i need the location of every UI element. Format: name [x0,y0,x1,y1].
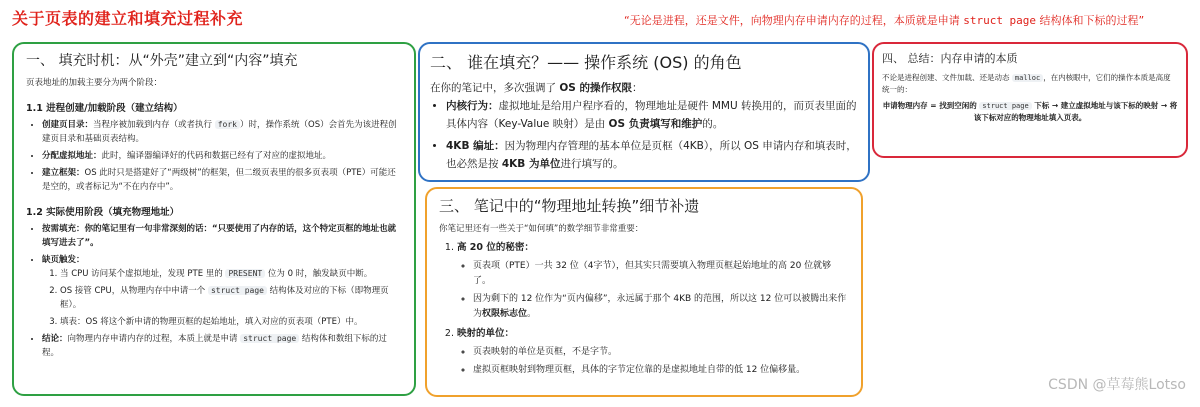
top-quote-after: 结构体和下标的过程” [1036,14,1145,27]
page-fault-steps [42,267,402,329]
list-item: • 4KB 编址：因为物理内存管理的基本单位是页框（4KB），所以 OS 申请内存和填表时，也必然是按 4KB 为单位进行填写的。 [446,137,858,173]
section3-heading: 三、 笔记中的“物理地址转换”细节补遗 [439,197,700,215]
section3-list [439,240,849,378]
point2-sublist [457,345,849,378]
list-item: • 按需填充：你的笔记里有一句非常深刻的话：“只要使用了内存的话，这个特定页框的地址也就填写进去了”。 [42,222,402,250]
list-item: • 建立框架：OS 此时只是搭建好了“两级树”的框架，但二级页表里的很多页表项（PTE）可能还是空的，或者标记为“不在内存中”。 [42,166,402,194]
section2-list [430,97,858,173]
watermark: CSDN @草莓熊Lotso [1048,377,1186,393]
list-item: ◦ 因为剩下的 12 位作为“页内偏移”，永远属于那个 4KB 的范围，所以这 12 位可以被腾出来作为权限标志位。 [473,292,849,322]
list-item: • 分配虚拟地址：此时，编译器编译好的代码和数据已经有了对应的虚拟地址。 [42,149,402,163]
code-snippet: struct page [979,102,1031,110]
top-quote-before: “无论是进程，还是文件，向物理内存申请内存的过程，本质就是申请 [624,14,964,27]
section2-heading: 二、 谁在填充？—— 操作系统 (OS) 的角色 [430,53,742,72]
list-item: 1. 高 20 位的秘密： ◦ 页表项（PTE）一共 32 位（4字节），但其实只需要填入物理页框起始地址的高 20 位就够了。 ◦ 因为剩下的 12 位作为“页内偏移”，永远属于那个 4KB 的范围，所以这 12 位可以被腾出来作为权限标志位。 [457,240,849,322]
list-item: • 创建页目录：当程序被加载到内存（或者执行 fork ）时，操作系统（OS）会首先为该进程创建页目录和基础页表结构。 [42,118,402,146]
section1-sub1-title: 1.1 进程创建/加载阶段（建立结构） [26,103,183,114]
point1-sublist [457,259,849,322]
code-snippet: fork [215,120,240,129]
list-item: • 缺页触发： 1. 当 CPU 访问某个虚拟地址，发现 PTE 里的 PRESENT 位为 0 时，触发缺页中断。 2. OS 接管 CPU，从物理内存中申请一个 struct page 结构体及对应的下标（即物理页框）。 3. 填表：OS 将这个新申请的物理页框的起始地址，填入对应的页表项（PTE）中。 [42,253,402,329]
code-snippet: PRESENT [225,269,265,278]
list-item: • 内核行为：虚拟地址是给用户程序看的，物理地址是硬件 MMU 转换用的，而页表里面的具体内容（Key-Value 映射）是由 OS 负责填写和维护的。 [446,97,858,133]
list-item: ◦ 页表映射的单位是页框，不是字节。 [473,345,849,360]
list-item: 3. 填表：OS 将这个新申请的物理页框的起始地址，填入对应的页表项（PTE）中。 [60,315,402,329]
section4-text: 不论是进程创建、文件加载、还是动态 malloc ，在内核眼中，它们的操作本质是高度统一的： [882,73,1171,94]
section4-heading: 四、 总结：内存申请的本质 [882,52,1018,65]
code-snippet: struct page [240,334,299,343]
list-item: 1. 当 CPU 访问某个虚拟地址，发现 PTE 里的 PRESENT 位为 0 时，触发缺页中断。 [60,267,402,281]
summary-formula: 申请物理内存 = 找到空闲的 struct page 下标 → 建立虚拟地址与该下标的映射 → 将该下标对应的物理地址填入页表。 [882,101,1178,122]
top-quote [624,12,1144,28]
list-item: ◦ 虚拟页框映射到物理页框，具体的字节定位靠的是虚拟地址自带的低 12 位偏移量。 [473,363,849,378]
list-item: 2. OS 接管 CPU，从物理内存中申请一个 struct page 结构体及对应的下标（即物理页框）。 [60,284,402,312]
section1-sub1-list [26,118,402,194]
page-title: 关于页表的建立和填充过程补充 [12,9,244,28]
section-address-details [425,187,863,397]
section-fill-timing [12,42,416,396]
list-item: 2. 映射的单位： ◦ 页表映射的单位是页框，不是字节。 ◦ 虚拟页框映射到物理页框，具体的字节定位靠的是虚拟地址自带的低 12 位偏移量。 [457,326,849,378]
code-snippet: struct page [208,286,267,295]
section3-intro: 你笔记里还有一些关于“如何填”的数学细节非常重要： [439,224,644,234]
section-who-fills [418,42,870,182]
section1-intro: 页表地址的加载主要分为两个阶段： [26,78,163,88]
section1-heading: 一、 填充时机：从“外壳”建立到“内容”填充 [26,53,298,69]
section1-sub2-title: 1.2 实际使用阶段（填充物理地址） [26,207,180,218]
list-item: ◦ 页表项（PTE）一共 32 位（4字节），但其实只需要填入物理页框起始地址的高 20 位就够了。 [473,259,849,289]
section2-intro: 在你的笔记中，多次强调了 OS 的操作权限： [430,82,643,94]
code-snippet: malloc [1012,74,1043,82]
top-quote-code: struct page [963,14,1037,27]
section1-sub2-list [26,222,402,360]
section-summary [872,42,1188,158]
list-item: • 结论：向物理内存申请内存的过程，本质上就是申请 struct page 结构体和数组下标的过程。 [42,332,402,360]
